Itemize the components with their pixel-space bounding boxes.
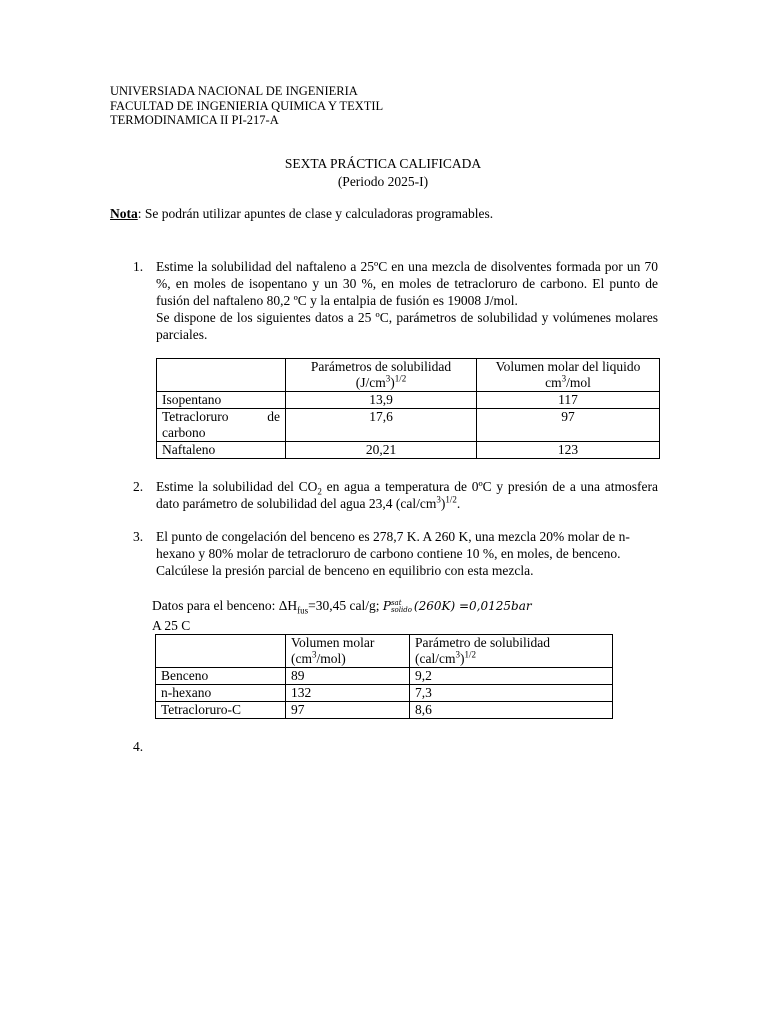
table-row [157, 442, 660, 459]
question-number: 1. [133, 259, 144, 274]
table-header-row [157, 359, 660, 392]
table-cell: 132 [286, 685, 410, 702]
table-cell: Isopentano [157, 392, 286, 409]
vapor-pressure-equation: P sat solido (260K) =0,0125bar [382, 598, 532, 614]
table-cell: 89 [286, 668, 410, 685]
table-cell: n-hexano [156, 685, 286, 702]
table-row [156, 702, 613, 719]
table-cell: Tetracloruro de carbono [157, 409, 286, 442]
solubility-table-2 [155, 634, 613, 719]
table-header-cell: Parámetros de solubilidad $(J/cm^3)^{1/2}$ [286, 359, 477, 392]
note [110, 206, 493, 222]
table-cell: 8,6 [410, 702, 613, 719]
benzene-data: Datos para el benceno: $\Delta H_{fus}=30,45$ cal/g; P sat solido (260K) =0,0125bar [152, 598, 532, 616]
table-cell: 9,2 [410, 668, 613, 685]
question-number: 4. [133, 739, 144, 754]
page-subtitle: (Periodo 2025-I) [337, 174, 429, 189]
table-cell: Benceno [156, 668, 286, 685]
question-3 [110, 528, 630, 579]
table-cell: 13,9 [286, 392, 477, 409]
question-1 [110, 258, 658, 343]
solubility-table-1 [156, 358, 660, 459]
table-header-cell: Volumen molar $(cm^3/mol)$ [286, 635, 410, 668]
table-header-cell: Parámetro de solubilidad $(cal/cm^3)^{1/2}$ [410, 635, 613, 668]
table-header-cell: Volumen molar del liquido $cm^3$/mol [477, 359, 660, 392]
table-cell: 123 [477, 442, 660, 459]
question-number: 2. [133, 479, 144, 494]
question-number: 3. [133, 529, 144, 544]
header [110, 84, 383, 128]
table-cell: 97 [286, 702, 410, 719]
table-cell: 97 [477, 409, 660, 442]
page-title: SEXTA PRÁCTICA CALIFICADA [284, 156, 482, 171]
table-row [156, 685, 613, 702]
faculty-name: FACULTAD DE INGENIERIA QUIMICA Y TEXTIL [110, 98, 384, 113]
table-cell: 7,3 [410, 685, 613, 702]
table-cell [157, 359, 286, 392]
note-label: Nota [110, 206, 138, 221]
question-text: El punto de congelación del benceno es 278,7 K. A 260 K, una mezcla 20% molar de n-hexano y 80% molar de tetracloruro de carbono contiene 10 %, en moles, de benceno. Calcúlese la presión parcial de benceno en equilibrio con esta mezcla. [156, 529, 630, 578]
course-name: TERMODINAMICA II PI-217-A [110, 113, 279, 127]
question-text-2: Se dispone de los siguientes datos a 25 ºC, parámetros de solubilidad y volúmenes molares parciales. [156, 310, 658, 342]
question-text: Estime la solubilidad del naftaleno a 25ºC en una mezcla de disolventes formada por un 70 %, en moles de isopentano y un 30 %, en moles de tetracloruro de carbono. El punto de fusión del naftaleno 80,2 ºC y la entalpia de fusión es 19008 J/mol. [156, 259, 658, 308]
table-header-row [156, 635, 613, 668]
table-cell: 117 [477, 392, 660, 409]
university-name: UNIVERSIADA NACIONAL DE INGENIERIA [110, 84, 358, 98]
temperature-label: A 25 C [152, 618, 191, 633]
question-2 [110, 478, 658, 512]
note-text: : Se podrán utilizar apuntes de clase y calculadoras programables. [137, 206, 494, 221]
table-cell: 17,6 [286, 409, 477, 442]
table-row [157, 392, 660, 409]
table-cell: Naftaleno [157, 442, 286, 459]
table-row [157, 409, 660, 442]
table-cell [156, 635, 286, 668]
table-row [156, 668, 613, 685]
table-cell: Tetracloruro-C [156, 702, 286, 719]
table-cell: 20,21 [286, 442, 477, 459]
question-text: Estime la solubilidad del $CO_2$ en agua a temperatura de 0ºC y presión de a una atmosfera dato parámetro de solubilidad del agua 23,4 $(cal/cm^3)^{1/2}$. [156, 479, 659, 511]
